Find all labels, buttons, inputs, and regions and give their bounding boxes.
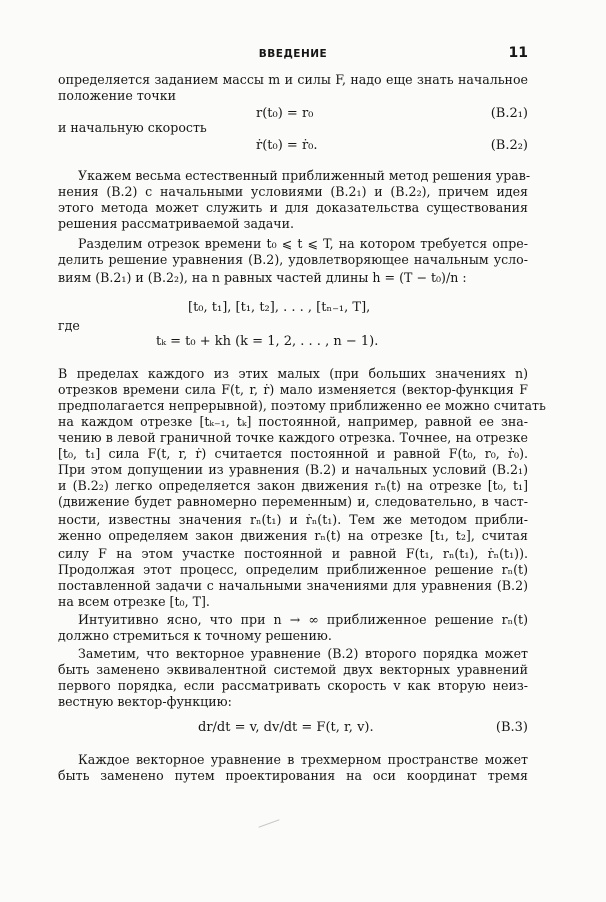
equation-number: (В.3) — [495, 720, 528, 735]
scan-mark — [258, 819, 279, 827]
text-line: быть заменено эквивалентной системой двух векторных уравнений — [58, 662, 528, 677]
text-line: силу F на этом участке постоянной и равной F(t₁, rₙ(t₁), ṙₙ(t₁)). — [58, 546, 528, 561]
text-line: отрезков времени сила F(t, r, ṙ) мало изменяется (вектор-функция F — [58, 382, 528, 397]
text-line: ности, известны значения rₙ(t₁) и ṙₙ(t₁). Тем же методом прибли- — [58, 512, 528, 527]
equation-body: ṙ(t₀) = ṙ₀. — [256, 138, 318, 153]
equation-body: dr/dt = v, dv/dt = F(t, r, v). — [198, 720, 374, 735]
text-line: предполагается непрерывной), поэтому приближенно ее можно считать — [58, 398, 546, 413]
text-line: и (В.2₂) легко определяется закон движения rₙ(t) на отрезке [t₀, t₁] — [58, 478, 528, 493]
text-line: (движение будет равномерно переменным) и, следовательно, в част- — [58, 494, 528, 509]
text-line: поставленной задачи с начальными значениями для уравнения (В.2) — [58, 578, 528, 593]
text-line: Каждое векторное уравнение в трехмерном пространстве может — [78, 752, 528, 767]
text-line: где — [58, 318, 80, 333]
text-line: нения (В.2) с начальными условиями (В.2₁) и (В.2₂), причем идея — [58, 184, 528, 199]
text-line: чению в левой граничной точке каждого отрезка. Точнее, на отрезке — [58, 430, 528, 445]
equation-body: r(t₀) = r₀ — [256, 106, 314, 121]
text-line: Разделим отрезок времени t₀ ⩽ t ⩽ T, на котором требуется опре- — [78, 236, 528, 251]
text-line: вестную вектор-функцию: — [58, 694, 232, 709]
equation-b3 — [58, 720, 528, 740]
text-line: положение точки — [58, 88, 176, 103]
text-line: Интуитивно ясно, что при n → ∞ приближенное решение rₙ(t) — [78, 612, 528, 627]
text-line: быть заменено путем проектирования на оси координат тремя — [58, 768, 528, 783]
running-title: ВВЕДЕНИЕ — [258, 48, 328, 60]
text-line: женно определяем закон движения rₙ(t) на отрезке [t₁, t₂], считая — [58, 528, 528, 543]
equation-tk — [58, 334, 528, 354]
text-line: этого метода может служить и для доказательства существования — [58, 200, 528, 215]
text-line: должно стремиться к точному решению. — [58, 628, 332, 643]
page-header — [58, 45, 528, 66]
text-line: При этом допущении из уравнения (В.2) и начальных условий (В.2₁) — [58, 462, 528, 477]
text-line: и начальную скорость — [58, 120, 207, 135]
text-line: на всем отрезке [t₀, T]. — [58, 594, 210, 609]
text-line: делить решение уравнения (В.2), удовлетворяющее начальным усло- — [58, 252, 528, 267]
equation-body: tₖ = t₀ + kh (k = 1, 2, . . . , n − 1). — [156, 334, 379, 349]
text-line: определяется заданием массы m и силы F, надо еще знать начальное — [58, 72, 528, 87]
text-line: на каждом отрезке [tₖ₋₁, tₖ] постоянной, например, равной ее зна- — [58, 414, 528, 429]
equation-intervals — [58, 300, 528, 320]
text-line: Укажем весьма естественный приближенный метод решения урав- — [78, 168, 531, 183]
equation-b22 — [58, 138, 528, 158]
text-line: решения рассматриваемой задачи. — [58, 216, 295, 231]
text-line: виям (В.2₁) и (В.2₂), на n равных частей длины h = (T − t₀)/n : — [58, 270, 467, 285]
text-line: [t₀, t₁] сила F(t, r, ṙ) считается постоянной и равной F(t₀, r₀, ṙ₀). — [58, 446, 528, 461]
text-line: Заметим, что векторное уравнение (В.2) второго порядка может — [78, 646, 528, 661]
equation-number: (В.2₂) — [490, 138, 528, 153]
equation-number: (В.2₁) — [490, 106, 528, 121]
text-line: первого порядка, если рассматривать скорость v как вторую неиз- — [58, 678, 528, 693]
text-line: Продолжая этот процесс, определим приближенное решение rₙ(t) — [58, 562, 528, 577]
text-line: В пределах каждого из этих малых (при больших значениях n) — [58, 366, 528, 381]
page-number: 11 — [508, 45, 528, 61]
equation-body: [t₀, t₁], [t₁, t₂], . . . , [tₙ₋₁, T], — [188, 300, 371, 315]
